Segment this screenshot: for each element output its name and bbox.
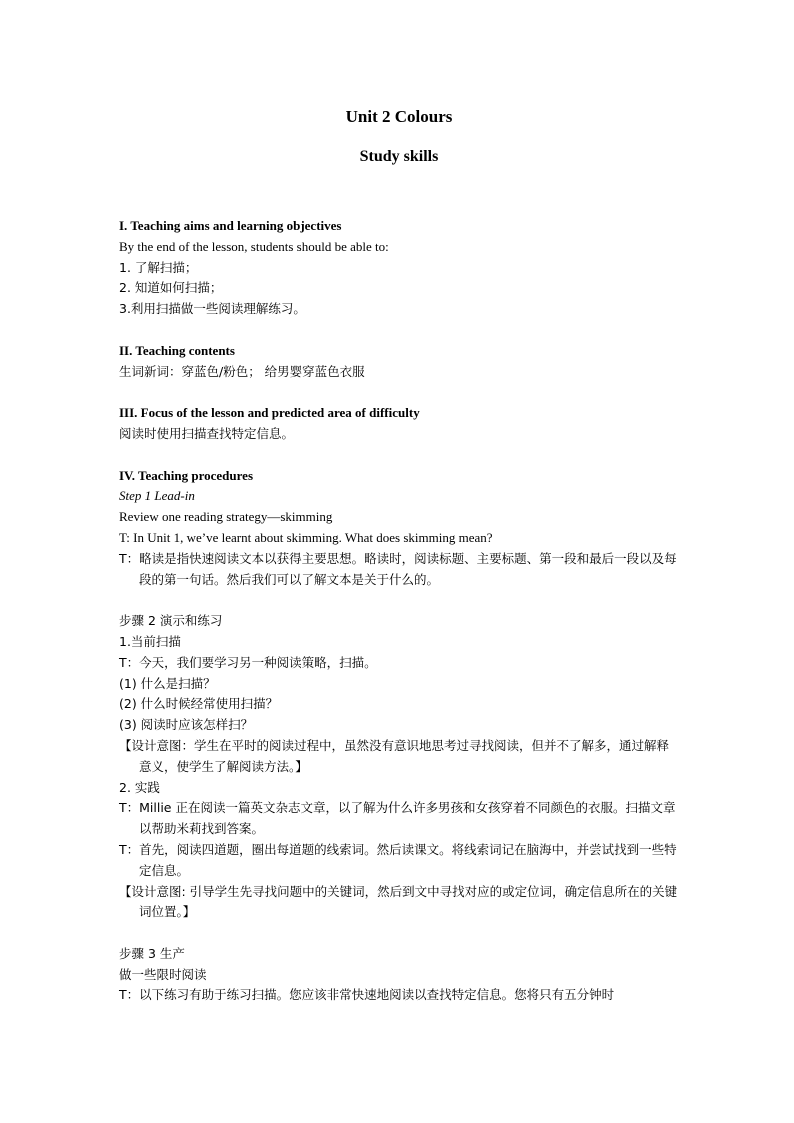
step-2-design-intent-1: 【设计意图：学生在平时的阅读过程中，虽然没有意识地思考过寻找阅读，但并不了解多，通过解释意义，使学生了解阅读方法。】 bbox=[119, 737, 670, 774]
document-title: Unit 2 Colours bbox=[345, 107, 453, 126]
step-3-title: 步骤 3 生产 bbox=[119, 945, 185, 961]
step-1-line-1: Review one reading strategy—skimming bbox=[119, 509, 333, 525]
objective-item-2: 2. 知道如何扫描； bbox=[119, 280, 223, 296]
section-2-heading: II. Teaching contents bbox=[119, 342, 235, 358]
step-3-sub: 做一些限时阅读 bbox=[119, 966, 207, 982]
section-2-text: 生词新词：穿蓝色/粉色； 给男婴穿蓝色衣服 bbox=[119, 363, 365, 379]
section-1-heading: I. Teaching aims and learning objectives bbox=[119, 218, 342, 233]
step-2-design-intent-2: 【设计意图: 引导学生先寻找问题中的关键词，然后到文中寻找对应的或定位词，确定信息所在的关键词位置。】 bbox=[119, 883, 678, 920]
step-2-question-2: (2) 什么时候经常使用扫描？ bbox=[119, 696, 279, 712]
step-1-paragraph: T：略读是指快速阅读文本以获得主要思想。略读时，阅读标题、主要标题、第一段和最后一段以及每段的第一句话。然后我们可以了解文本是关于什么的。 bbox=[119, 550, 677, 587]
step-2-title: 步骤 2 演示和练习 bbox=[119, 613, 223, 629]
step-2-teacher-3: T：首先，阅读四道题，圈出每道题的线索词。然后读课文。将线索词记在脑海中，并尝试找到一些特定信息。 bbox=[119, 841, 677, 878]
step-2-question-1: (1) 什么是扫描？ bbox=[119, 675, 216, 691]
section-4-heading: IV. Teaching procedures bbox=[119, 467, 254, 483]
section-3-heading: III. Focus of the lesson and predicted area of difficulty bbox=[119, 405, 420, 421]
document-page bbox=[119, 104, 679, 1006]
step-2-question-3: (3) 阅读时应该怎样扫？ bbox=[119, 717, 254, 733]
step-2-teacher-2: T：Millie 正在阅读一篇英文杂志文章，以了解为什么许多男孩和女孩穿着不同颜色的衣服。扫描文章以帮助米莉找到答案。 bbox=[119, 800, 676, 837]
step-2-sub-2: 2. 实践 bbox=[119, 779, 160, 795]
section-1-intro: By the end of the lesson, students should be able to: bbox=[119, 238, 389, 254]
objective-item-3: 3.利用扫描做一些阅读理解练习。 bbox=[119, 301, 306, 317]
document-subtitle: Study skills bbox=[359, 148, 439, 165]
step-1-line-2: T: In Unit 1, we’ve learnt about skimming. What does skimming mean? bbox=[119, 529, 493, 545]
step-2-teacher-1: T：今天，我们要学习另一种阅读策略，扫描。 bbox=[119, 654, 377, 670]
objective-item-1: 1. 了解扫描； bbox=[119, 259, 198, 275]
step-1-title: Step 1 Lead-in bbox=[119, 488, 195, 504]
section-3-text: 阅读时使用扫描查找特定信息。 bbox=[119, 425, 295, 441]
step-2-sub-1: 1.当前扫描 bbox=[119, 633, 181, 649]
step-3-teacher: T：以下练习有助于练习扫描。您应该非常快速地阅读以查找特定信息。您将只有五分钟时 bbox=[119, 987, 615, 1003]
